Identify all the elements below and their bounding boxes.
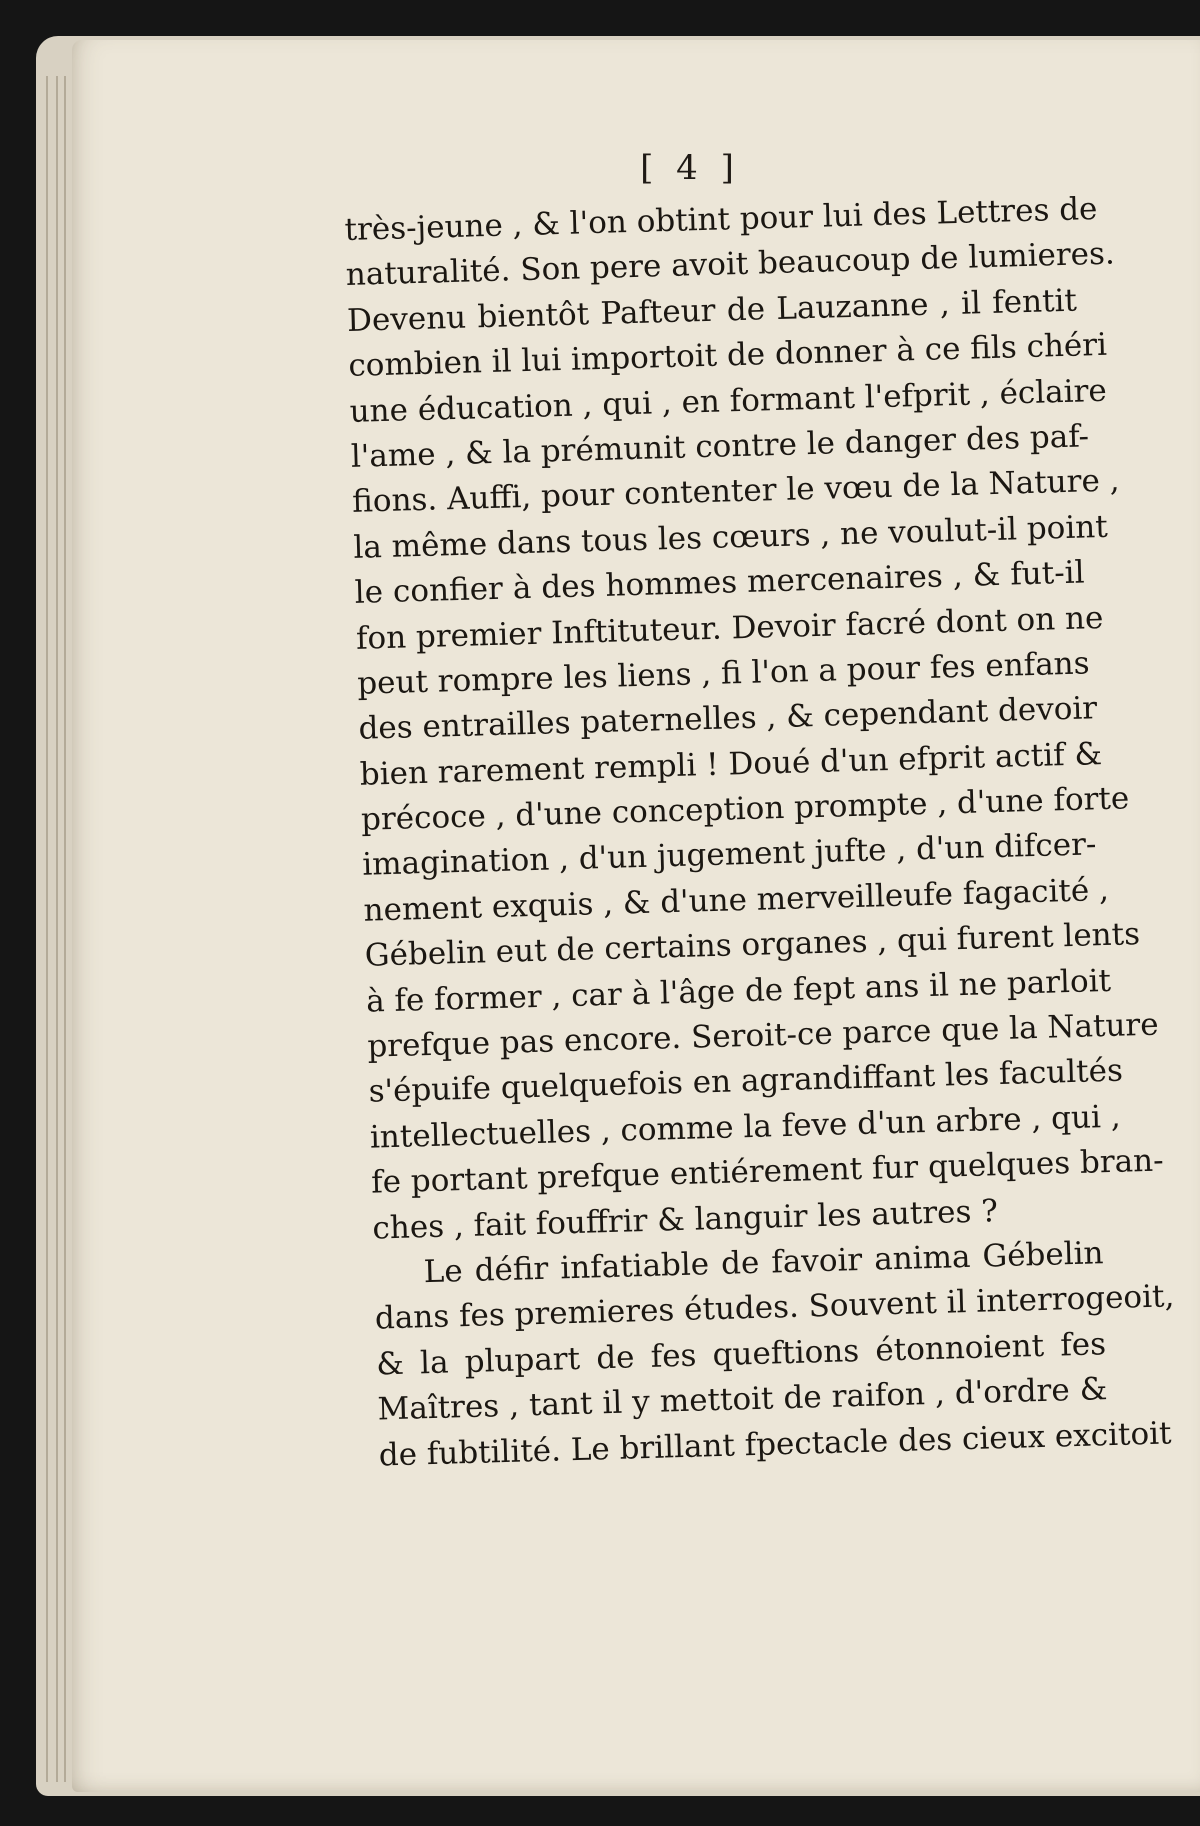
- text-line: fon premier Inftituteur. Devoir facré dont on ne: [355, 599, 1104, 657]
- text-line: dans fes premieres études. Souvent il interrogeoit,: [374, 1278, 1175, 1337]
- text-line: très-jeune , & l'on obtint pour lui des Lettres de: [344, 190, 1098, 248]
- text-line: précoce , d'une conception prompte , d'une forte: [360, 780, 1130, 838]
- text-line: l'ame , & la prémunit contre le danger des paf-: [350, 418, 1090, 475]
- page-edge-line: [64, 76, 66, 1782]
- text-line: fe portant prefque entiérement fur quelques bran-: [370, 1142, 1165, 1201]
- text-line: ches , fait fouffrir & languir les autres ?: [371, 1192, 999, 1247]
- text-line: fions. Auffi, pour contenter le vœu de la Nature ,: [351, 462, 1121, 521]
- text-line: imagination , d'un jugement jufte , d'un difcer-: [361, 826, 1097, 884]
- page-number: [ 4 ]: [640, 148, 740, 188]
- body-text: [344, 188, 1175, 1479]
- text-line: Gébelin eut de certains organes , qui furent lents: [364, 916, 1141, 974]
- text-line: s'épuife quelquefois en agrandiffant les facultés: [368, 1053, 1124, 1111]
- text-line: Maîtres , tant il y mettoit de raifon , d'ordre &: [377, 1371, 1108, 1428]
- text-line: prefque pas encore. Seroit-ce parce que la Nature: [366, 1006, 1160, 1065]
- text-line: peut rompre les liens , fi l'on a pour fes enfans: [356, 645, 1091, 702]
- text-line: Le défir infatiable de favoir anima Gébelin: [423, 1235, 1104, 1291]
- page-edge-line: [46, 76, 48, 1782]
- text-line: naturalité. Son pere avoit beaucoup de lumieres.: [345, 235, 1116, 294]
- page-edge-line: [56, 76, 58, 1782]
- text-line: bien rarement rempli ! Doué d'un efprit actif &: [359, 735, 1103, 793]
- text-line: à fe former , car à l'âge de fept ans il ne parloit: [365, 962, 1112, 1020]
- text-line: nement exquis , & d'une merveilleufe fagacité ,: [363, 871, 1110, 929]
- text-line: de fubtilité. Le brillant fpectacle des cieux excitoit: [378, 1414, 1172, 1474]
- text-line: intellectuelles , comme la feve d'un arbre , qui ,: [369, 1098, 1122, 1156]
- text-line: la même dans tous les cœurs , ne voulut-il point: [352, 508, 1109, 566]
- text-line: Devenu bientôt Pafteur de Lauzanne , il fentit: [346, 282, 1078, 339]
- text-line: & la plupart de fes queftions étonnoient fes: [375, 1325, 1107, 1383]
- text-line: une éducation , qui , en formant l'efprit , éclaire: [349, 372, 1108, 430]
- text-line: combien il lui importoit de donner à ce fils chéri: [347, 326, 1108, 385]
- text-line: des entrailles paternelles , & cependant devoir: [358, 690, 1098, 748]
- text-line: le confier à des hommes mercenaires , & fut-il: [354, 554, 1085, 611]
